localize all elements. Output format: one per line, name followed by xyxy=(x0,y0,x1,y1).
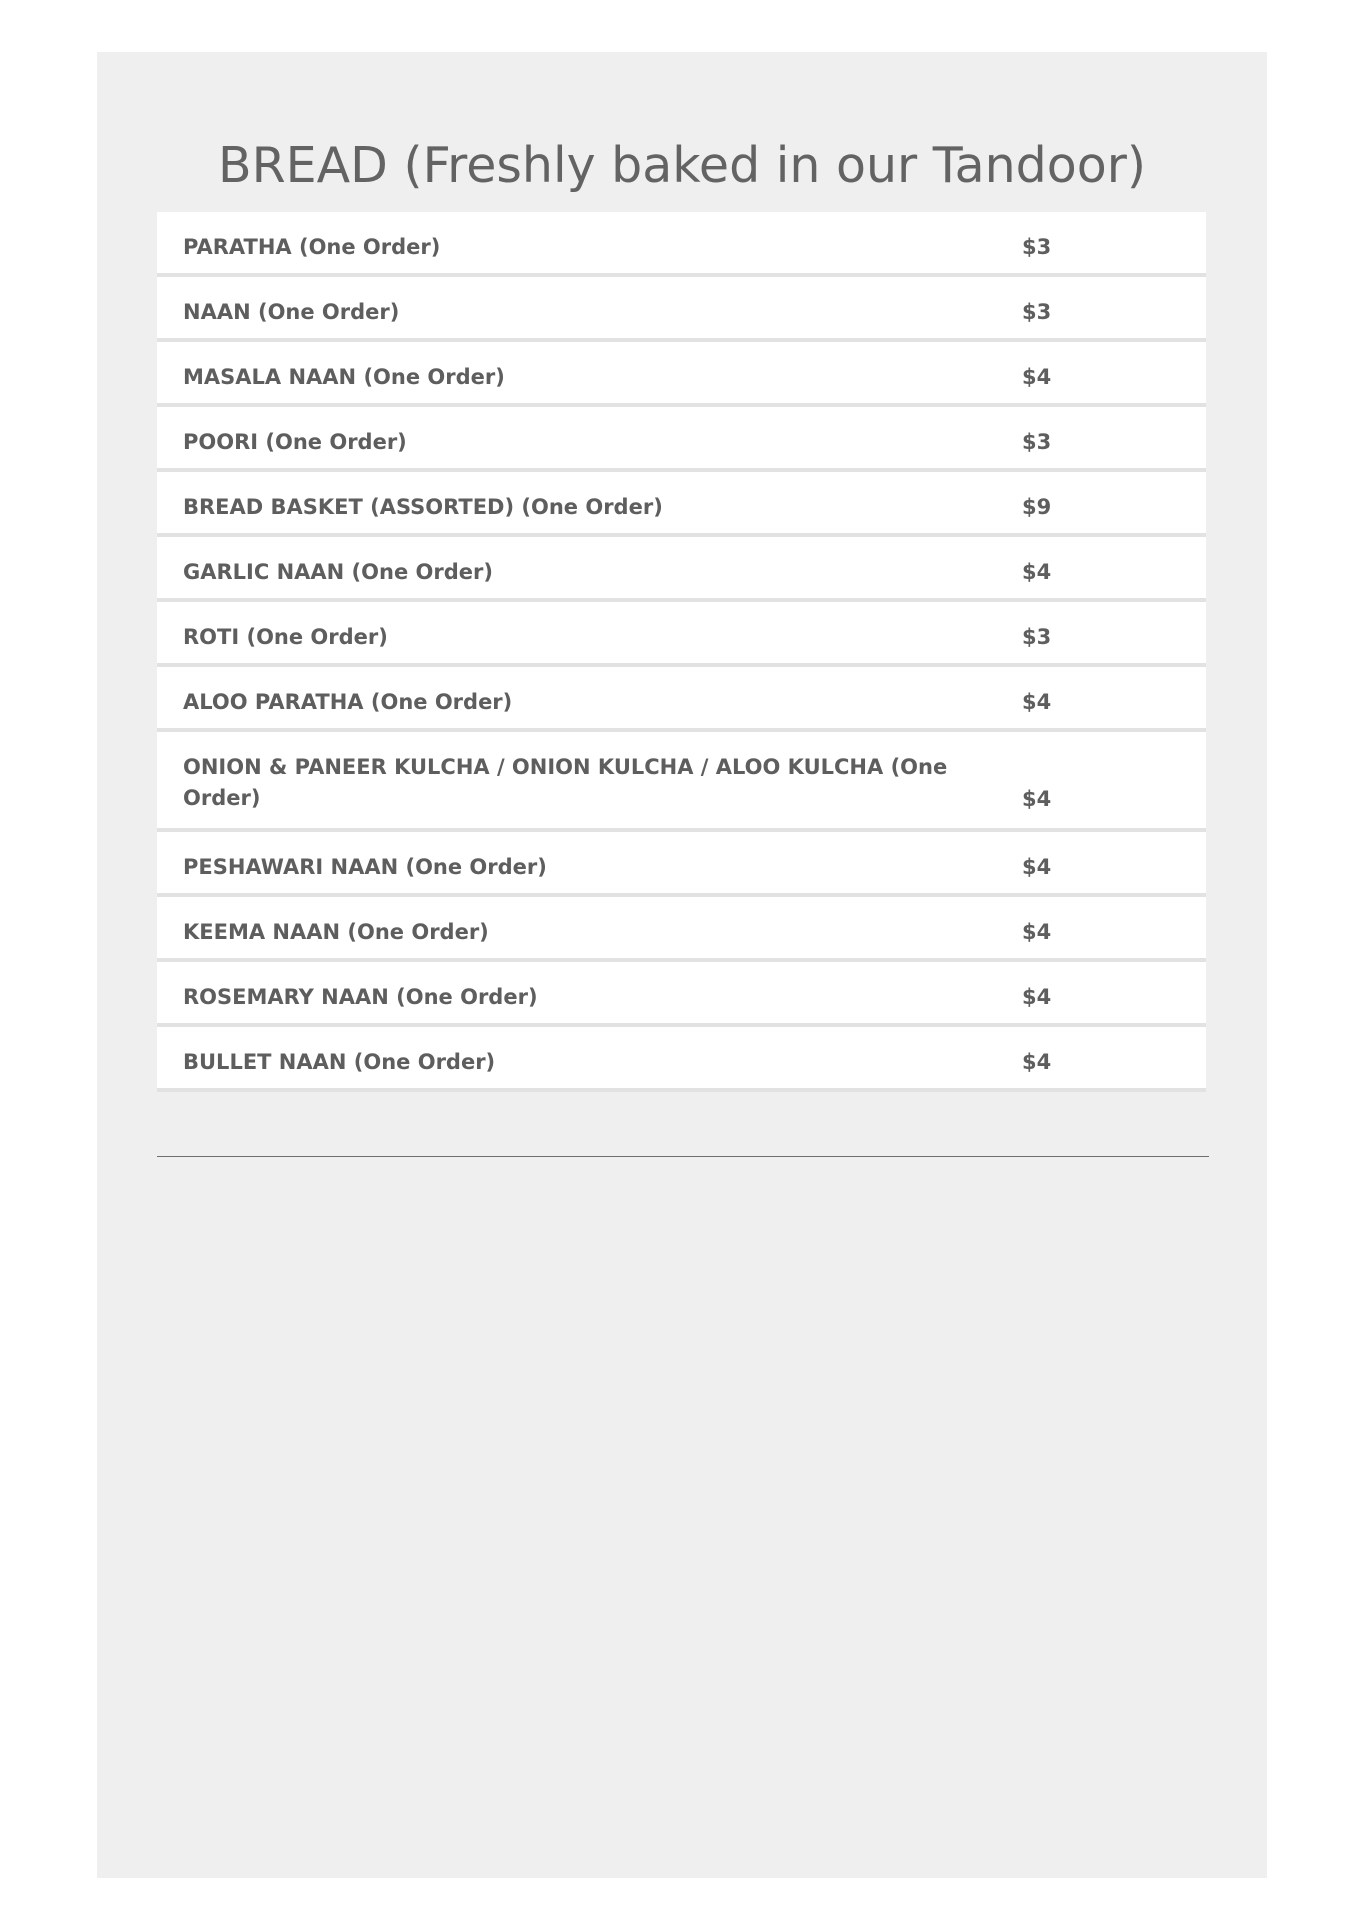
menu-item-row xyxy=(157,667,1206,732)
menu-item-price: $4 xyxy=(1022,855,1052,879)
menu-item-name: POORI (One Order) xyxy=(183,430,407,454)
menu-item-price: $4 xyxy=(1022,560,1052,584)
menu-item-name: ROSEMARY NAAN (One Order) xyxy=(183,985,538,1009)
menu-item-name: BREAD BASKET (ASSORTED) (One Order) xyxy=(183,495,663,519)
menu-item-row xyxy=(157,732,1206,832)
menu-item-price: $3 xyxy=(1022,430,1052,454)
menu-item-row xyxy=(157,407,1206,472)
menu-item-price: $4 xyxy=(1022,985,1052,1009)
menu-panel xyxy=(97,52,1267,1878)
menu-item-list xyxy=(157,212,1206,1092)
menu-item-name: BULLET NAAN (One Order) xyxy=(183,1050,496,1074)
menu-item-row xyxy=(157,537,1206,602)
menu-item-row xyxy=(157,277,1206,342)
menu-item-row xyxy=(157,342,1206,407)
menu-item-row xyxy=(157,472,1206,537)
menu-item-price: $4 xyxy=(1022,787,1052,811)
menu-item-price: $4 xyxy=(1022,1050,1052,1074)
menu-item-name: ALOO PARATHA (One Order) xyxy=(183,690,513,714)
menu-item-price: $3 xyxy=(1022,235,1052,259)
menu-item-name: NAAN (One Order) xyxy=(183,300,400,324)
menu-item-price: $3 xyxy=(1022,300,1052,324)
section-divider xyxy=(157,1156,1209,1157)
menu-item-row xyxy=(157,897,1206,962)
menu-section-title: BREAD (Freshly baked in our Tandoor) xyxy=(218,137,1146,194)
menu-item-row xyxy=(157,832,1206,897)
menu-item-name: PARATHA (One Order) xyxy=(183,235,441,259)
menu-item-price: $4 xyxy=(1022,920,1052,944)
menu-item-name: ROTI (One Order) xyxy=(183,625,388,649)
menu-item-price: $4 xyxy=(1022,690,1052,714)
menu-item-name: GARLIC NAAN (One Order) xyxy=(183,560,493,584)
menu-item-name: KEEMA NAAN (One Order) xyxy=(183,920,489,944)
menu-item-row xyxy=(157,962,1206,1027)
menu-item-name: PESHAWARI NAAN (One Order) xyxy=(183,855,547,879)
menu-item-row xyxy=(157,1027,1206,1092)
menu-item-price: $3 xyxy=(1022,625,1052,649)
menu-item-row xyxy=(157,602,1206,667)
menu-item-name: MASALA NAAN (One Order) xyxy=(183,365,505,389)
menu-item-price: $9 xyxy=(1022,495,1052,519)
menu-item-row xyxy=(157,212,1206,277)
menu-item-name: ONION & PANEER KULCHA / ONION KULCHA / ALOO KULCHA (One Order) xyxy=(183,755,948,810)
menu-item-price: $4 xyxy=(1022,365,1052,389)
